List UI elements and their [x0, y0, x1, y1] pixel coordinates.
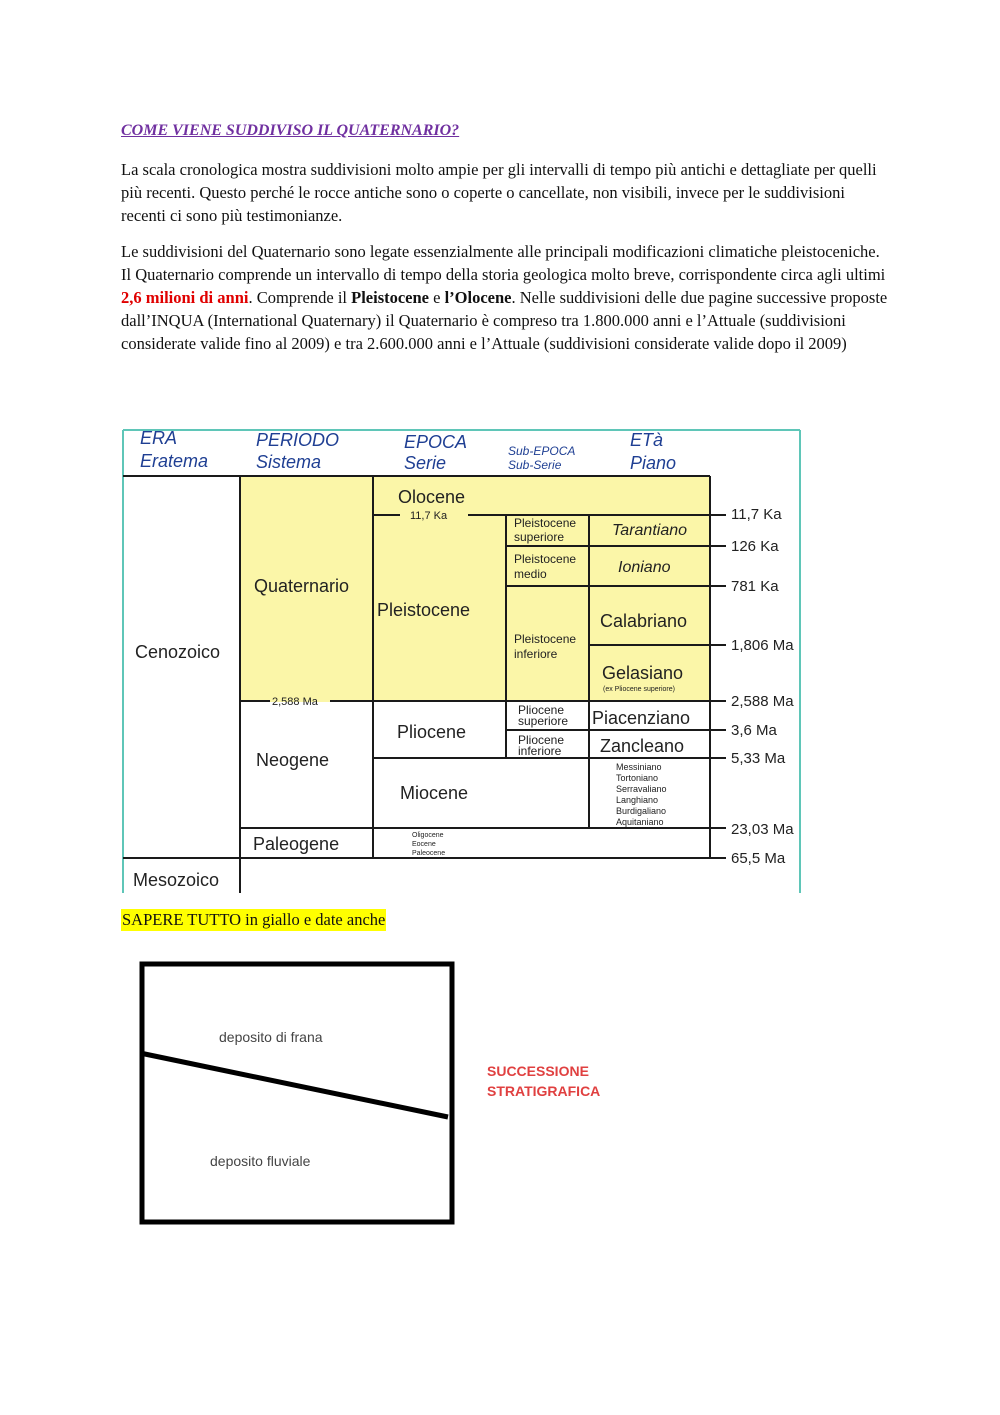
label-2588-ma: 2,588 Ma — [272, 696, 318, 708]
epoch-paleocene: Paleocene — [412, 850, 446, 857]
header-era: ERA — [140, 428, 178, 448]
paragraph-text: . Nelle suddivisioni delle due pagine successive proposte dall’INQUA (International Quaternary) il Quaternario è compreso tra 1.800.000 anni e l’Attuale (suddivisioni considerate valide fino al 2009) e tra 2.600.000 anni e l’Attuale (suddivisioni considerate valide dopo il 2009) — [121, 288, 888, 353]
date-label: 65,5 Ma — [731, 850, 786, 867]
period-paleogene: Paleogene — [253, 834, 340, 854]
date-label: 11,7 Ka — [731, 506, 782, 523]
paragraph-text: e — [429, 288, 445, 307]
stage-gelasiano: Gelasiano — [602, 663, 684, 683]
bold-text: l’Olocene — [444, 288, 512, 307]
stage-piacenziano: Piacenziano — [592, 708, 691, 728]
subepoch-pliocene-inferiore: Pliocene — [518, 733, 565, 747]
date-label: 2,588 Ma — [731, 693, 794, 710]
header-piano: Piano — [630, 453, 677, 473]
stage-aquitaniano: Aquitaniano — [616, 817, 664, 827]
date-label: 1,806 Ma — [731, 637, 794, 654]
stage-burdigaliano: Burdigaliano — [616, 806, 667, 816]
stage-tarantiano: Tarantiano — [612, 522, 688, 539]
stage-tortoniano: Tortoniano — [616, 773, 659, 783]
era-mesozoico: Mesozoico — [133, 870, 220, 890]
period-quaternario: Quaternario — [254, 576, 350, 596]
gelasiano-note: (ex Pliocene superiore) — [603, 686, 675, 693]
subepoch-pleistocene-medio: medio — [514, 567, 547, 581]
subepoch-pleistocene-medio: Pleistocene — [514, 552, 577, 566]
paragraph-text: Le suddivisioni del Quaternario sono legate essenzialmente alle principali modificazioni climatiche pleistoceniche. Il Quaternario comprende un intervallo di tempo della storia geologica molto breve, corrispondente circa agli ultimi — [121, 242, 886, 284]
highlight-red-text: 2,6 milioni di anni — [121, 288, 249, 307]
header-sistema: Sistema — [256, 452, 322, 472]
page-heading: COME VIENE SUDDIVISO IL QUATERNARIO? — [121, 122, 460, 139]
header-epoca: EPOCA — [404, 432, 468, 452]
era-cenozoico: Cenozoico — [135, 642, 221, 662]
date-label: 781 Ka — [731, 578, 779, 595]
header-eta: ETà — [630, 430, 664, 450]
epoch-miocene: Miocene — [400, 783, 469, 803]
epoch-oligocene: Oligocene — [412, 832, 444, 839]
subepoch-pliocene-superiore: superiore — [518, 714, 569, 728]
stage-messiniano: Messiniano — [616, 762, 662, 772]
subepoch-pleistocene-superiore: Pleistocene — [514, 516, 577, 530]
date-label: 23,03 Ma — [731, 821, 794, 838]
stage-langhiano: Langhiano — [616, 795, 659, 805]
paragraph-intro: La scala cronologica mostra suddivisioni molto ampie per gli intervalli di tempo più antichi e dettagliate per quelli più recenti. Questo perché le rocce antiche sono o coperte o cancellate, non visibili, invece per le suddivisioni recenti ci sono più testimonianze. — [121, 160, 877, 225]
header-subserie: Sub-Serie — [508, 458, 562, 472]
date-label: 5,33 Ma — [731, 750, 786, 767]
subepoch-pleistocene-inferiore: Pleistocene — [514, 632, 577, 646]
succession-label: STRATIGRAFICA — [487, 1083, 601, 1099]
paragraph-text: . Comprende il — [248, 288, 352, 307]
subepoch-pliocene-inferiore: inferiore — [518, 744, 562, 758]
upper-deposit-label: deposito di frana — [219, 1029, 323, 1045]
header-eratema: Eratema — [140, 451, 209, 471]
bold-text: Pleistocene — [351, 288, 430, 307]
stage-serravaliano: Serravaliano — [616, 784, 667, 794]
date-label: 3,6 Ma — [731, 722, 777, 739]
succession-label: SUCCESSIONE — [487, 1063, 589, 1079]
date-label: 126 Ka — [731, 538, 779, 555]
header-subepoca: Sub-EPOCA — [508, 444, 576, 458]
lower-deposit-label: deposito fluviale — [210, 1153, 311, 1169]
stage-zancleano: Zancleano — [600, 736, 685, 756]
subepoch-pleistocene-superiore: superiore — [514, 530, 565, 544]
epoch-eocene: Eocene — [412, 841, 436, 848]
epoch-pleistocene: Pleistocene — [377, 600, 471, 620]
stage-ioniano: Ioniano — [618, 559, 671, 576]
stage-calabriano: Calabriano — [600, 611, 688, 631]
subepoch-pliocene-superiore: Pliocene — [518, 703, 565, 717]
subepoch-pleistocene-inferiore: inferiore — [514, 647, 558, 661]
label-117-ka: 11,7 Ka — [410, 510, 448, 522]
header-serie: Serie — [404, 453, 447, 473]
epoch-pliocene: Pliocene — [397, 722, 467, 742]
study-note: SAPERE TUTTO in giallo e date anche — [122, 910, 386, 929]
epoch-olocene: Olocene — [398, 487, 466, 507]
header-periodo: PERIODO — [256, 430, 340, 450]
period-neogene: Neogene — [256, 750, 330, 770]
